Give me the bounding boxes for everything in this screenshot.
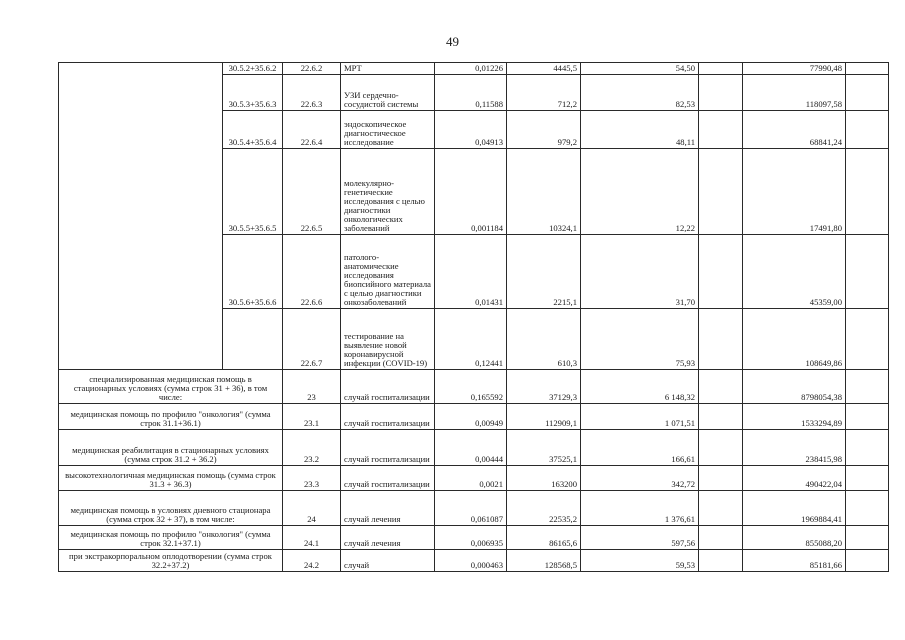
norm-cell: 0,006935 <box>435 526 507 550</box>
cost-cell: 712,2 <box>507 75 581 111</box>
cost-cell: 610,3 <box>507 309 581 370</box>
extra-cell <box>699 63 743 75</box>
unit-cell: УЗИ сердечно-сосудистой системы <box>341 75 435 111</box>
row-number-cell: 22.6.3 <box>283 75 341 111</box>
code-cell: 30.5.6+35.6.6 <box>223 235 283 309</box>
per-capita-cell: 166,61 <box>581 430 699 466</box>
unit-cell: эндоскопическое диагностическое исследование <box>341 111 435 149</box>
per-capita-cell: 82,53 <box>581 75 699 111</box>
code-cell: 30.5.5+35.6.5 <box>223 149 283 235</box>
cost-cell: 2215,1 <box>507 235 581 309</box>
norm-cell: 0,165592 <box>435 370 507 404</box>
row-number-cell: 22.6.5 <box>283 149 341 235</box>
row-number-cell: 23.1 <box>283 404 341 430</box>
last-cell <box>846 430 889 466</box>
cost-cell: 22535,2 <box>507 491 581 526</box>
financing-table <box>58 62 889 572</box>
total-cell: 108649,86 <box>743 309 846 370</box>
cost-cell: 10324,1 <box>507 149 581 235</box>
row-name-cell: медицинская помощь в условиях дневного стационара (сумма строк 32 + 37), в том числе: <box>59 491 283 526</box>
row-number-cell: 23 <box>283 370 341 404</box>
total-cell: 1969884,41 <box>743 491 846 526</box>
total-cell: 45359,00 <box>743 235 846 309</box>
unit-cell: случай госпитализации <box>341 466 435 491</box>
code-cell: 30.5.3+35.6.3 <box>223 75 283 111</box>
cost-cell: 163200 <box>507 466 581 491</box>
row-number-cell: 22.6.6 <box>283 235 341 309</box>
last-cell <box>846 111 889 149</box>
total-cell: 17491,80 <box>743 149 846 235</box>
last-cell <box>846 370 889 404</box>
norm-cell: 0,11588 <box>435 75 507 111</box>
extra-cell <box>699 370 743 404</box>
norm-cell: 0,12441 <box>435 309 507 370</box>
total-cell: 1533294,89 <box>743 404 846 430</box>
extra-cell <box>699 550 743 572</box>
cost-cell: 128568,5 <box>507 550 581 572</box>
unit-cell: случай лечения <box>341 491 435 526</box>
per-capita-cell: 31,70 <box>581 235 699 309</box>
row-name-cell: при экстракорпоральном оплодотворении (сумма строк 32.2+37.2) <box>59 550 283 572</box>
cost-cell: 37129,3 <box>507 370 581 404</box>
unit-cell: случай госпитализации <box>341 370 435 404</box>
last-cell <box>846 526 889 550</box>
cost-cell: 37525,1 <box>507 430 581 466</box>
last-cell <box>846 466 889 491</box>
total-cell: 238415,98 <box>743 430 846 466</box>
row-number-cell: 23.3 <box>283 466 341 491</box>
per-capita-cell: 48,11 <box>581 111 699 149</box>
per-capita-cell: 54,50 <box>581 63 699 75</box>
last-cell <box>846 491 889 526</box>
per-capita-cell: 1 376,61 <box>581 491 699 526</box>
total-cell: 855088,20 <box>743 526 846 550</box>
total-cell: 77990,48 <box>743 63 846 75</box>
cost-cell: 112909,1 <box>507 404 581 430</box>
unit-cell: случай лечения <box>341 526 435 550</box>
cost-cell: 4445,5 <box>507 63 581 75</box>
last-cell <box>846 63 889 75</box>
row-number-cell: 24.1 <box>283 526 341 550</box>
per-capita-cell: 1 071,51 <box>581 404 699 430</box>
norm-cell: 0,01226 <box>435 63 507 75</box>
unit-cell: случай госпитализации <box>341 404 435 430</box>
norm-cell: 0,000463 <box>435 550 507 572</box>
table-row <box>59 430 889 466</box>
row-name-cell: медицинская реабилитация в стационарных условиях (сумма строк 31.2 + 36.2) <box>59 430 283 466</box>
row-number-cell: 23.2 <box>283 430 341 466</box>
row-number-cell: 22.6.2 <box>283 63 341 75</box>
per-capita-cell: 75,93 <box>581 309 699 370</box>
last-cell <box>846 309 889 370</box>
norm-cell: 0,00444 <box>435 430 507 466</box>
extra-cell <box>699 235 743 309</box>
row-number-cell: 24.2 <box>283 550 341 572</box>
extra-cell <box>699 149 743 235</box>
row-name-cell: высокотехнологичная медицинская помощь (сумма строк 31.3 + 36.3) <box>59 466 283 491</box>
table-row <box>59 491 889 526</box>
norm-cell: 0,00949 <box>435 404 507 430</box>
norm-cell: 0,061087 <box>435 491 507 526</box>
table-row <box>59 526 889 550</box>
per-capita-cell: 59,53 <box>581 550 699 572</box>
extra-cell <box>699 491 743 526</box>
total-cell: 85181,66 <box>743 550 846 572</box>
row-name-cell: медицинская помощь по профилю "онкология" (сумма строк 32.1+37.1) <box>59 526 283 550</box>
extra-cell <box>699 526 743 550</box>
last-cell <box>846 235 889 309</box>
extra-cell <box>699 404 743 430</box>
last-cell <box>846 550 889 572</box>
row-number-cell: 22.6.4 <box>283 111 341 149</box>
last-cell <box>846 404 889 430</box>
code-cell <box>223 309 283 370</box>
table-row <box>59 550 889 572</box>
total-cell: 8798054,38 <box>743 370 846 404</box>
extra-cell <box>699 75 743 111</box>
code-cell: 30.5.2+35.6.2 <box>223 63 283 75</box>
unit-cell: случай <box>341 550 435 572</box>
norm-cell: 0,04913 <box>435 111 507 149</box>
group-name-cell <box>59 63 223 370</box>
row-name-cell: медицинская помощь по профилю "онкология" (сумма строк 31.1+36.1) <box>59 404 283 430</box>
row-number-cell: 22.6.7 <box>283 309 341 370</box>
unit-cell: случай госпитализации <box>341 430 435 466</box>
table-row <box>59 63 889 75</box>
row-number-cell: 24 <box>283 491 341 526</box>
table-row <box>59 466 889 491</box>
norm-cell: 0,001184 <box>435 149 507 235</box>
extra-cell <box>699 111 743 149</box>
unit-cell: МРТ <box>341 63 435 75</box>
unit-cell: патолого-анатомические исследования биопсийного материала с целью диагностики онкозаболеваний <box>341 235 435 309</box>
total-cell: 118097,58 <box>743 75 846 111</box>
cost-cell: 979,2 <box>507 111 581 149</box>
norm-cell: 0,0021 <box>435 466 507 491</box>
table-row <box>59 370 889 404</box>
page-number: 49 <box>446 34 459 49</box>
unit-cell: тестирование на выявление новой коронавирусной инфекции (COVID-19) <box>341 309 435 370</box>
extra-cell <box>699 430 743 466</box>
extra-cell <box>699 466 743 491</box>
last-cell <box>846 149 889 235</box>
per-capita-cell: 12,22 <box>581 149 699 235</box>
per-capita-cell: 342,72 <box>581 466 699 491</box>
norm-cell: 0,01431 <box>435 235 507 309</box>
per-capita-cell: 597,56 <box>581 526 699 550</box>
extra-cell <box>699 309 743 370</box>
code-cell: 30.5.4+35.6.4 <box>223 111 283 149</box>
per-capita-cell: 6 148,32 <box>581 370 699 404</box>
row-name-cell: специализированная медицинская помощь в стационарных условиях (сумма строк 31 + 36), в том числе: <box>59 370 283 404</box>
last-cell <box>846 75 889 111</box>
table-row <box>59 404 889 430</box>
cost-cell: 86165,6 <box>507 526 581 550</box>
unit-cell: молекулярно-генетические исследования с целью диагностики онкологических заболеваний <box>341 149 435 235</box>
total-cell: 490422,04 <box>743 466 846 491</box>
total-cell: 68841,24 <box>743 111 846 149</box>
